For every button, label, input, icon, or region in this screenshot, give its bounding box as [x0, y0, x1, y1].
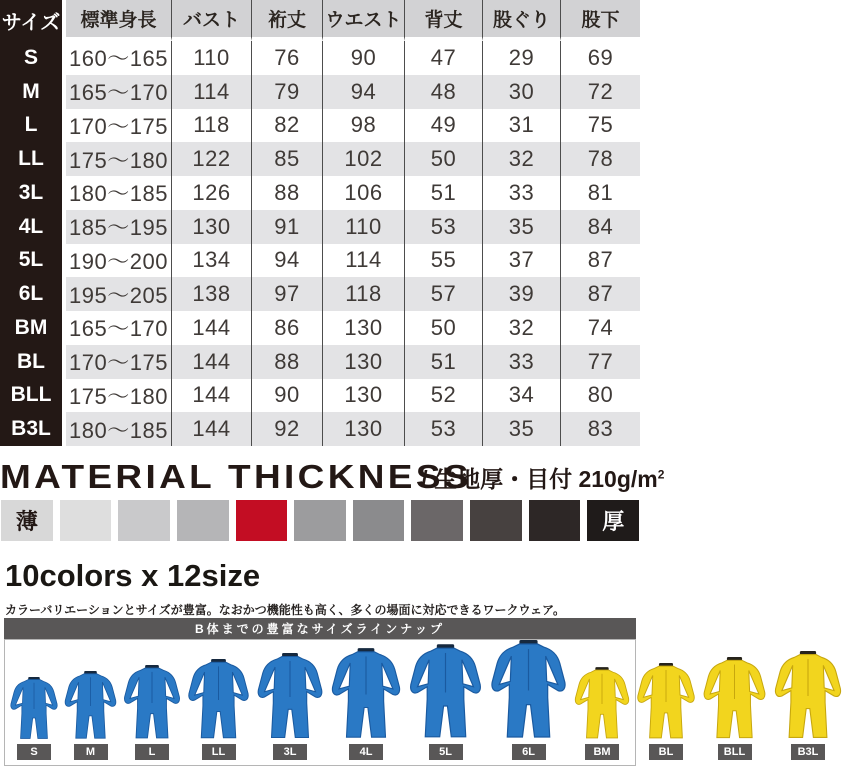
- size-lineup-banner: B体までの豊富なサイズラインナップ: [4, 618, 636, 639]
- row-size-label: LL: [0, 142, 66, 176]
- size-value-cell: 160〜165: [66, 41, 172, 75]
- coverall-illustration: [486, 640, 571, 741]
- lineup-panel: [4, 639, 819, 766]
- size-value-cell: 52: [405, 379, 483, 413]
- size-value-cell: 94: [323, 75, 405, 109]
- size-value-cell: 74: [561, 311, 640, 345]
- size-value-cell: 53: [405, 210, 483, 244]
- material-thickness-header: [0, 452, 665, 496]
- coverall-illustration: [571, 667, 633, 741]
- size-value-cell: 144: [172, 412, 252, 446]
- garment-item: [253, 653, 327, 760]
- thickness-swatch: [353, 500, 405, 541]
- size-value-cell: 92: [252, 412, 323, 446]
- size-value-cell: 84: [561, 210, 640, 244]
- column-header: 股下: [561, 0, 640, 41]
- size-value-cell: 33: [483, 345, 561, 379]
- size-value-cell: 57: [405, 277, 483, 311]
- coverall-illustration: [184, 659, 253, 741]
- size-value-cell: 144: [172, 379, 252, 413]
- size-value-cell: 29: [483, 41, 561, 75]
- size-value-cell: 48: [405, 75, 483, 109]
- size-value-cell: 55: [405, 244, 483, 278]
- size-value-cell: 144: [172, 311, 252, 345]
- thickness-scale: [1, 500, 639, 541]
- size-value-cell: 102: [323, 142, 405, 176]
- coverall-illustration: [699, 657, 770, 741]
- thickness-swatch: [411, 500, 463, 541]
- size-value-cell: 72: [561, 75, 640, 109]
- column-header: 股ぐり: [483, 0, 561, 41]
- coverall-illustration: [770, 651, 846, 741]
- column-header: サイズ: [0, 0, 66, 41]
- coverall-illustration: [405, 644, 486, 741]
- size-value-cell: 51: [405, 176, 483, 210]
- size-value-cell: 175〜180: [66, 142, 172, 176]
- size-chip: S: [17, 744, 51, 760]
- garment-item: [633, 663, 699, 760]
- size-value-cell: 118: [323, 277, 405, 311]
- thickness-swatch: [118, 500, 170, 541]
- size-value-cell: 114: [172, 75, 252, 109]
- size-value-cell: 130: [323, 311, 405, 345]
- column-header: 背丈: [405, 0, 483, 41]
- size-value-cell: 30: [483, 75, 561, 109]
- size-table: [0, 0, 640, 446]
- size-chip: L: [135, 744, 169, 760]
- garment-item: [770, 651, 846, 760]
- size-value-cell: 195〜205: [66, 277, 172, 311]
- size-value-cell: 88: [252, 176, 323, 210]
- row-size-label: BLL: [0, 379, 66, 413]
- squared-sup: 2: [657, 467, 665, 482]
- size-value-cell: 130: [323, 345, 405, 379]
- size-value-cell: 32: [483, 142, 561, 176]
- column-header: バスト: [172, 0, 252, 41]
- row-size-label: L: [0, 109, 66, 143]
- size-value-cell: 34: [483, 379, 561, 413]
- size-chip: B3L: [791, 744, 825, 760]
- lineup-description: カラーバリエーションとサイズが豊富。なおかつ機能性も高く、多くの場面に対応できるワークウェア。: [5, 603, 566, 617]
- size-value-cell: 85: [252, 142, 323, 176]
- size-value-cell: 33: [483, 176, 561, 210]
- size-value-cell: 86: [252, 311, 323, 345]
- coverall-illustration: [120, 665, 184, 741]
- size-value-cell: 126: [172, 176, 252, 210]
- garment-item: [327, 648, 405, 760]
- size-value-cell: 165〜170: [66, 75, 172, 109]
- size-value-cell: 78: [561, 142, 640, 176]
- size-value-cell: 175〜180: [66, 379, 172, 413]
- size-value-cell: 130: [172, 210, 252, 244]
- garment-item: [120, 665, 184, 760]
- size-value-cell: 87: [561, 277, 640, 311]
- garment-item: [184, 659, 253, 760]
- size-value-cell: 47: [405, 41, 483, 75]
- thickness-swatch: [60, 500, 112, 541]
- size-chip: 4L: [349, 744, 383, 760]
- garment-item: [571, 667, 633, 760]
- size-chip: 3L: [273, 744, 307, 760]
- size-value-cell: 39: [483, 277, 561, 311]
- size-value-cell: 122: [172, 142, 252, 176]
- size-value-cell: 80: [561, 379, 640, 413]
- thickness-swatch: [294, 500, 346, 541]
- garment-item: [61, 671, 120, 760]
- size-value-cell: 51: [405, 345, 483, 379]
- thickness-swatch: [236, 500, 288, 541]
- size-value-cell: 90: [252, 379, 323, 413]
- size-value-cell: 106: [323, 176, 405, 210]
- lineup-heading: 10colors x 12size: [5, 558, 261, 593]
- coverall-illustration: [633, 663, 699, 741]
- garment-item: [405, 644, 486, 760]
- column-header: 裄丈: [252, 0, 323, 41]
- size-value-cell: 88: [252, 345, 323, 379]
- size-value-cell: 35: [483, 412, 561, 446]
- garment-item: [699, 657, 770, 760]
- size-value-cell: 32: [483, 311, 561, 345]
- size-value-cell: 138: [172, 277, 252, 311]
- size-value-cell: 97: [252, 277, 323, 311]
- row-size-label: M: [0, 75, 66, 109]
- row-size-label: 5L: [0, 244, 66, 278]
- size-value-cell: 49: [405, 109, 483, 143]
- thickness-swatch: [177, 500, 229, 541]
- size-value-cell: 94: [252, 244, 323, 278]
- size-value-cell: 69: [561, 41, 640, 75]
- size-value-cell: 81: [561, 176, 640, 210]
- coverall-illustration: [253, 653, 327, 741]
- size-value-cell: 180〜185: [66, 412, 172, 446]
- row-size-label: BM: [0, 311, 66, 345]
- size-value-cell: 190〜200: [66, 244, 172, 278]
- coverall-illustration: [327, 648, 405, 741]
- thin-end-swatch: 薄: [1, 500, 53, 541]
- row-size-label: S: [0, 41, 66, 75]
- size-value-cell: 83: [561, 412, 640, 446]
- size-chip: BLL: [718, 744, 752, 760]
- size-value-cell: 75: [561, 109, 640, 143]
- size-value-cell: 130: [323, 412, 405, 446]
- size-value-cell: 114: [323, 244, 405, 278]
- size-value-cell: 110: [172, 41, 252, 75]
- coverall-illustration: [61, 671, 120, 741]
- size-chip: BM: [585, 744, 619, 760]
- size-chip: M: [74, 744, 108, 760]
- size-chip: 6L: [512, 744, 546, 760]
- size-value-cell: 90: [323, 41, 405, 75]
- size-value-cell: 87: [561, 244, 640, 278]
- thick-end-swatch: 厚: [587, 500, 639, 541]
- row-size-label: 6L: [0, 277, 66, 311]
- column-header: ウエスト: [323, 0, 405, 41]
- size-value-cell: 76: [252, 41, 323, 75]
- coverall-illustration: [7, 677, 61, 741]
- size-value-cell: 50: [405, 142, 483, 176]
- size-value-cell: 31: [483, 109, 561, 143]
- garment-item: [486, 640, 571, 760]
- row-size-label: 3L: [0, 176, 66, 210]
- thickness-swatch: [529, 500, 581, 541]
- size-value-cell: 79: [252, 75, 323, 109]
- size-value-cell: 50: [405, 311, 483, 345]
- row-size-label: 4L: [0, 210, 66, 244]
- size-value-cell: 98: [323, 109, 405, 143]
- size-value-cell: 53: [405, 412, 483, 446]
- size-value-cell: 170〜175: [66, 109, 172, 143]
- size-value-cell: 185〜195: [66, 210, 172, 244]
- row-size-label: BL: [0, 345, 66, 379]
- material-thickness-title: MATERIAL THICKNESS: [0, 458, 472, 495]
- size-value-cell: 134: [172, 244, 252, 278]
- size-value-cell: 118: [172, 109, 252, 143]
- size-value-cell: 144: [172, 345, 252, 379]
- row-size-label: B3L: [0, 412, 66, 446]
- size-chip: LL: [202, 744, 236, 760]
- size-value-cell: 110: [323, 210, 405, 244]
- size-chip: 5L: [429, 744, 463, 760]
- size-value-cell: 130: [323, 379, 405, 413]
- size-chip: BL: [649, 744, 683, 760]
- size-value-cell: 180〜185: [66, 176, 172, 210]
- size-value-cell: 91: [252, 210, 323, 244]
- size-value-cell: 77: [561, 345, 640, 379]
- size-value-cell: 170〜175: [66, 345, 172, 379]
- column-header: 標準身長: [66, 0, 172, 41]
- fabric-weight-label: / 生地厚・目付 $210g/m^2$: [421, 466, 665, 492]
- size-value-cell: 35: [483, 210, 561, 244]
- thickness-swatch: [470, 500, 522, 541]
- size-value-cell: 37: [483, 244, 561, 278]
- garment-item: [7, 677, 61, 760]
- size-value-cell: 82: [252, 109, 323, 143]
- size-value-cell: 165〜170: [66, 311, 172, 345]
